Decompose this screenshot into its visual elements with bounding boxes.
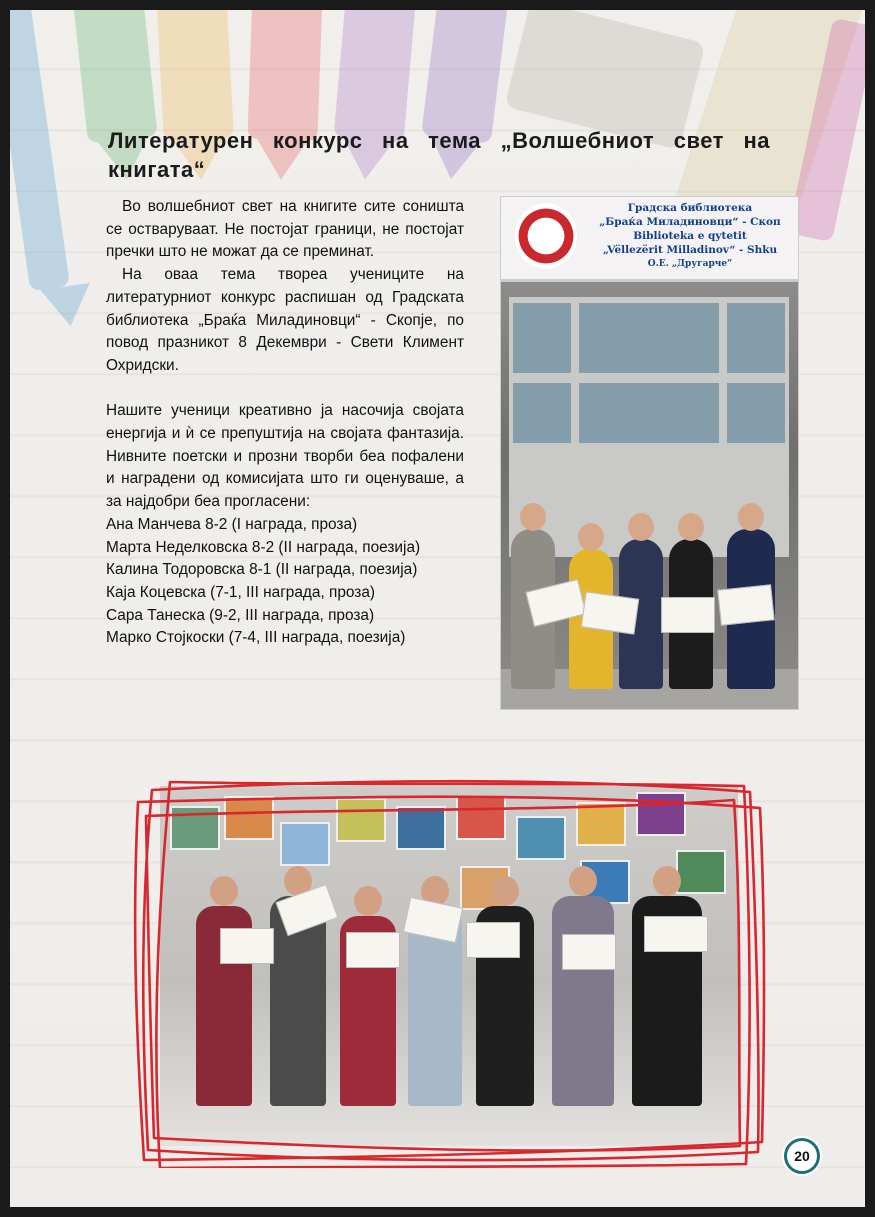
crayon-decoration <box>72 10 157 143</box>
list-item: Каја Коцевска (7-1, III награда, проза) <box>106 583 376 601</box>
article-body <box>106 196 464 650</box>
library-entrance-photo <box>500 196 799 710</box>
window-pane <box>579 303 719 373</box>
sign-line: „Браќа Миладиновци“ - Скоп <box>599 216 781 228</box>
scribble-stroke <box>146 800 740 1151</box>
person-head <box>678 513 704 541</box>
paragraph-results: Нашите ученици креативно ја насочија својата енергија и ѝ се препуштија на својата фантазија. Нивните поетски и прозни творби беа пофалени и наградени од комисијата што ги оценуваше, а за најдобри беа прогласени: <box>106 402 464 511</box>
certificate <box>661 597 715 633</box>
scribble-stroke <box>135 797 764 1160</box>
students-group <box>501 469 798 709</box>
page-number-badge: 20 <box>784 1138 820 1174</box>
list-item: Марко Стојкоски (7-4, III награда, поезија) <box>106 629 406 647</box>
certificate <box>581 591 639 634</box>
page-title: Литературен конкурс на тема „Волшебниот свет на книгата“ <box>108 128 770 182</box>
window-pane <box>727 303 785 373</box>
library-logo-icon <box>515 203 577 269</box>
crayon-decoration <box>421 10 509 144</box>
window-pane <box>727 383 785 443</box>
crayon-decoration <box>156 10 234 142</box>
page <box>10 10 865 1207</box>
crayon-decoration <box>334 10 417 143</box>
library-sign-text <box>585 201 795 271</box>
scribble-strokes <box>135 781 764 1168</box>
window-pane <box>513 383 571 443</box>
crayon-decoration <box>247 10 322 141</box>
library-sign <box>501 197 798 282</box>
person-head <box>738 503 764 531</box>
person-head <box>520 503 546 531</box>
sign-line: Градска библиотека <box>627 202 753 214</box>
list-item: Калина Тодоровска 8-1 (II награда, поезија) <box>106 561 418 579</box>
window-pane <box>513 303 571 373</box>
list-item: Ана Манчева 8-2 (I награда, проза) <box>106 515 358 533</box>
crayon-decoration <box>10 10 70 291</box>
sign-line: „Vëllezërit Milladinov“ - Shku <box>602 244 778 256</box>
person-head <box>578 523 604 551</box>
paragraph-intro: Во волшебниот свет на книгите сите соништа се остваруваат. Не постојат граници, не постојат пречки што не можат да се преминат. <box>106 198 464 261</box>
list-item: Марта Неделковска 8-2 (II награда, поезија) <box>106 538 421 556</box>
sign-line: Biblioteka e qytetit <box>633 230 747 242</box>
person-head <box>628 513 654 541</box>
list-item: Сара Танеска (9-2, III награда, проза) <box>106 606 375 624</box>
scribble-stroke <box>156 782 749 1168</box>
students-photo-frame <box>130 772 766 1168</box>
sign-line: О.Е. „Другарче“ <box>647 259 733 269</box>
winners-list <box>106 514 464 650</box>
paragraph-contest: На оваа тема твореа учениците на литературниот конкурс распишан од Градската библиотека „Браќа Миладиновци“ - Скопје, по повод празникот 8 Декември - Свети Климент Охридски. <box>106 266 464 374</box>
scribble-stroke <box>143 781 758 1160</box>
red-scribble-frame <box>130 772 766 1168</box>
certificate <box>717 584 774 625</box>
window-pane <box>579 383 719 443</box>
